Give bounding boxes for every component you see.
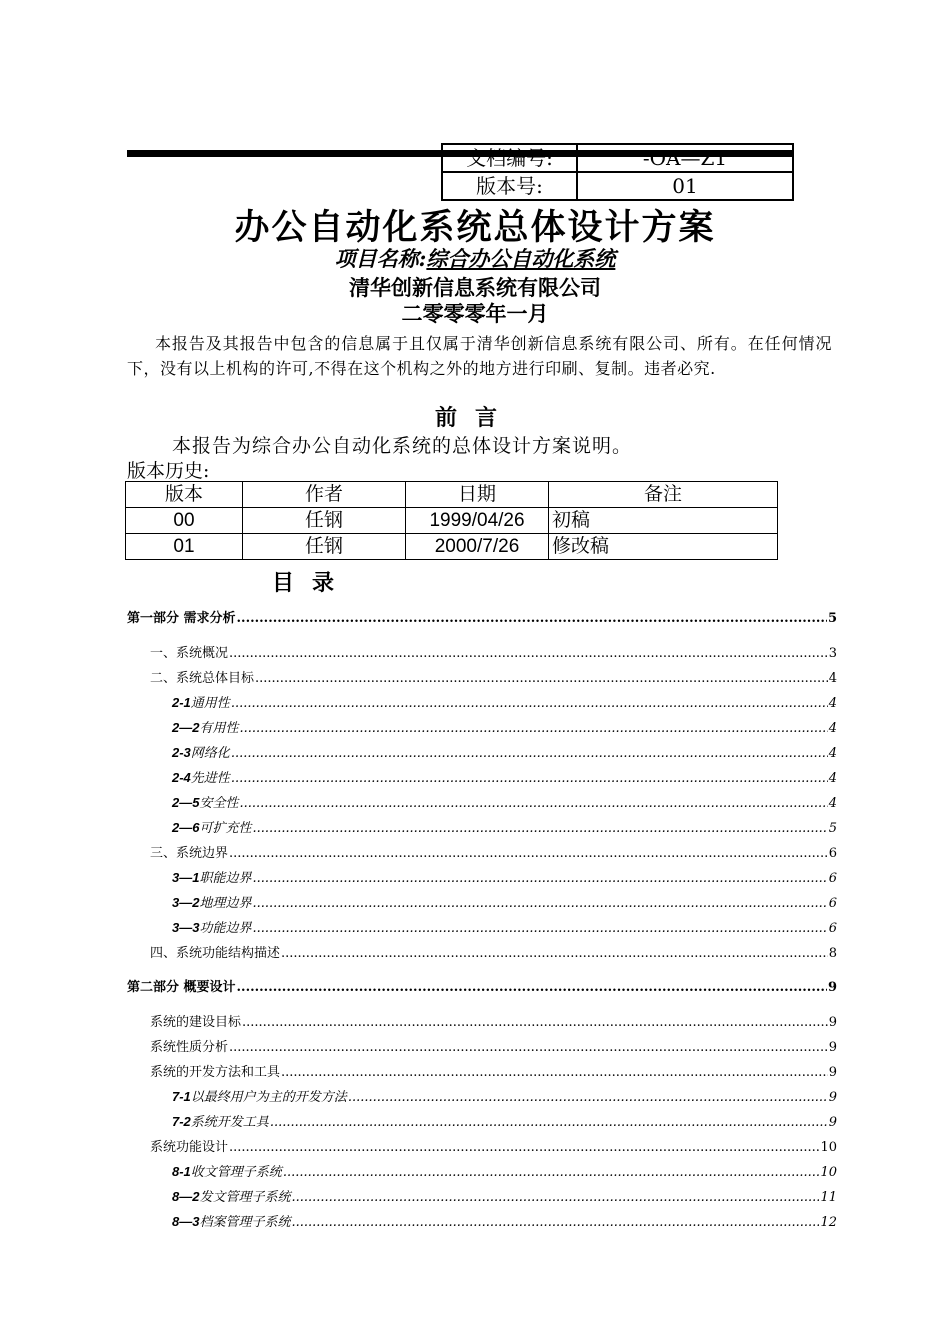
- toc-entry-number: 2-3: [172, 745, 191, 760]
- toc-entry-label: [127, 607, 236, 626]
- toc-leader-dots: [229, 1140, 819, 1155]
- toc-entry-label: [172, 767, 230, 786]
- toc-entry-text: 系统开发工具: [190, 1115, 269, 1130]
- toc-entry-text: 系统的建设目标: [150, 1015, 242, 1030]
- toc-entry-text: 系统性质分析: [150, 1040, 229, 1055]
- project-value: 综合办公自动化系统: [426, 246, 616, 271]
- history-cell-version: 00: [126, 508, 243, 534]
- toc-entry-label: [150, 1011, 241, 1030]
- toc-entry-label: [150, 1036, 228, 1055]
- toc-entry-page: 10: [820, 1165, 837, 1180]
- history-cell-date: 2000/7/26: [406, 534, 549, 560]
- version-history-table: [125, 481, 778, 560]
- toc-entry-page: 3: [828, 646, 837, 661]
- toc-entry[interactable]: [150, 642, 837, 661]
- project-label: 项目名称:: [334, 246, 427, 271]
- toc-entry-text: 网络化: [190, 746, 230, 761]
- toc-entry-page: 9: [827, 980, 837, 995]
- toc-entry-label: [150, 667, 254, 686]
- toc-entry-page: 6: [828, 921, 837, 936]
- toc-entry-label: [172, 1111, 269, 1130]
- toc-entry-label: [172, 792, 238, 811]
- history-cell-note: 修改稿: [549, 534, 778, 560]
- toc-entry-label: [172, 817, 251, 836]
- history-header-author: 作者: [243, 482, 406, 508]
- toc-leader-dots: [348, 1090, 828, 1105]
- toc-entry-number: 7-1: [172, 1089, 191, 1104]
- toc-entry-page: 6: [828, 846, 837, 861]
- toc-entry[interactable]: [172, 717, 837, 736]
- toc-entry-page: 6: [828, 871, 837, 886]
- toc-entry-text: 可扩充性: [199, 821, 252, 836]
- toc-leader-dots: [283, 1165, 820, 1180]
- document-date: 二零零零年一月: [401, 301, 549, 326]
- toc-entry-text: 一、系统概况: [150, 646, 229, 661]
- toc-leader-dots: [231, 771, 828, 786]
- toc-entry-text: 第二部分 概要设计: [127, 980, 236, 995]
- toc-leader-dots: [229, 646, 828, 661]
- toc-entry-page: 9: [828, 1040, 837, 1055]
- toc-entry-page: 12: [820, 1215, 837, 1230]
- toc-entry-text: 三、系统边界: [150, 846, 229, 861]
- toc-entry-label: [172, 692, 230, 711]
- toc-leader-dots: [231, 696, 828, 711]
- toc-entry-label: [150, 642, 228, 661]
- toc-entry-number: 8-1: [172, 1164, 191, 1179]
- preface-title: 前言: [434, 405, 515, 431]
- toc-entry-page: 5: [827, 611, 837, 626]
- toc-entry-text: 职能边界: [199, 871, 252, 886]
- toc-leader-dots: [237, 980, 827, 995]
- toc-entry-text: 系统功能设计: [150, 1140, 229, 1155]
- toc-entry[interactable]: [172, 817, 837, 836]
- history-cell-date: 1999/04/26: [406, 508, 549, 534]
- doc-number-value: -OA—Z1: [577, 144, 793, 172]
- toc-entry-label: [172, 1186, 290, 1205]
- toc-entry-page: 9: [828, 1015, 837, 1030]
- company-name: 清华创新信息系统有限公司: [349, 275, 601, 300]
- toc-entry-text: 功能边界: [199, 921, 252, 936]
- history-label: 版本历史:: [127, 460, 210, 482]
- toc-leader-dots: [239, 796, 827, 811]
- toc-entry[interactable]: [150, 942, 837, 961]
- toc-leader-dots: [270, 1115, 828, 1130]
- toc-entry-label: [172, 1086, 347, 1105]
- toc-entry[interactable]: [172, 792, 837, 811]
- toc-entry-label: [150, 1061, 280, 1080]
- toc-entry-text: 通用性: [190, 696, 230, 711]
- toc-leader-dots: [229, 846, 828, 861]
- toc-entry-page: 4: [828, 721, 837, 736]
- toc-entry-label: [172, 892, 251, 911]
- toc-entry[interactable]: [172, 1086, 837, 1105]
- toc-entry-page: 4: [828, 671, 837, 686]
- toc-entry-label: [172, 1211, 290, 1230]
- doc-number-label: 文档编号:: [442, 144, 577, 172]
- toc-leader-dots: [252, 896, 827, 911]
- toc-entry-number: 3—3: [172, 920, 200, 935]
- toc-entry-page: 9: [828, 1115, 837, 1130]
- toc-leader-dots: [229, 1040, 828, 1055]
- toc-entry-page: 5: [828, 821, 837, 836]
- toc-entry-text: 第一部分 需求分析: [127, 611, 236, 626]
- history-cell-version: 01: [126, 534, 243, 560]
- toc-entry[interactable]: [172, 1186, 837, 1205]
- history-header-version: 版本: [126, 482, 243, 508]
- toc-entry[interactable]: [172, 1211, 837, 1230]
- toc-entry-label: [172, 867, 251, 886]
- toc-entry-text: 发文管理子系统: [199, 1190, 291, 1205]
- toc-title: 目录: [272, 570, 353, 596]
- toc-entry-number: 3—1: [172, 870, 200, 885]
- toc-entry-text: 以最终用户为主的开发方法: [190, 1090, 347, 1105]
- history-header-note: 备注: [549, 482, 778, 508]
- toc-entry-text: 二、系统总体目标: [150, 671, 255, 686]
- toc-entry[interactable]: [150, 1036, 837, 1055]
- copyright-notice: 本报告及其报告中包含的信息属于且仅属于清华创新信息系统有限公司、所有。在任何情况下，没有以上机构的许可,不得在这个机构之外的地方进行印刷、复制。违者必究.: [127, 334, 832, 378]
- toc-leader-dots: [281, 1065, 828, 1080]
- toc-entry-number: 2—5: [172, 795, 200, 810]
- toc-entry-text: 系统的开发方法和工具: [150, 1065, 281, 1080]
- history-row: [126, 508, 778, 534]
- history-header-row: [126, 482, 778, 508]
- toc-entry-number: 3—2: [172, 895, 200, 910]
- toc-entry-text: 四、系统功能结构描述: [150, 946, 281, 961]
- toc-entry-text: 先进性: [190, 771, 230, 786]
- toc-entry-page: 8: [828, 946, 837, 961]
- toc-entry[interactable]: [172, 1111, 837, 1130]
- toc-leader-dots: [281, 946, 828, 961]
- history-cell-author: 任钢: [243, 534, 406, 560]
- toc-entry[interactable]: [172, 692, 837, 711]
- toc-entry-number: 2—2: [172, 720, 200, 735]
- toc-entry-number: 7-2: [172, 1114, 191, 1129]
- toc-entry-text: 有用性: [199, 721, 239, 736]
- toc-entry-page: 9: [828, 1065, 837, 1080]
- toc-entry-page: 4: [828, 796, 837, 811]
- toc-entry-text: 安全性: [199, 796, 239, 811]
- toc-entry[interactable]: [127, 976, 837, 995]
- toc-entry-text: 收文管理子系统: [190, 1165, 282, 1180]
- toc-leader-dots: [252, 821, 827, 836]
- toc-leader-dots: [239, 721, 827, 736]
- toc-entry[interactable]: [172, 1161, 837, 1180]
- version-label: 版本号:: [442, 172, 577, 200]
- toc-leader-dots: [255, 671, 828, 686]
- intro-text: 本报告为综合办公自动化系统的总体设计方案说明。: [172, 435, 633, 457]
- toc-leader-dots: [231, 746, 828, 761]
- toc-entry-page: 6: [828, 896, 837, 911]
- version-value: 01: [577, 172, 793, 200]
- toc-entry-label: [150, 842, 228, 861]
- history-cell-author: 任钢: [243, 508, 406, 534]
- toc-entry[interactable]: [150, 842, 837, 861]
- toc-entry-number: 8—3: [172, 1214, 200, 1229]
- toc-entry[interactable]: [172, 767, 837, 786]
- toc-entry-label: [127, 976, 236, 995]
- toc-leader-dots: [242, 1015, 828, 1030]
- toc-entry[interactable]: [172, 867, 837, 886]
- history-cell-note: 初稿: [549, 508, 778, 534]
- toc-entry-number: 2-1: [172, 695, 191, 710]
- toc-leader-dots: [291, 1215, 819, 1230]
- toc-entry[interactable]: [172, 917, 837, 936]
- toc-leader-dots: [237, 611, 827, 626]
- doc-info-table: [441, 143, 794, 201]
- toc-entry-number: 2-4: [172, 770, 191, 785]
- toc-entry-page: 10: [820, 1140, 837, 1155]
- toc-entry[interactable]: [150, 1061, 837, 1080]
- toc-entry-number: 2—6: [172, 820, 200, 835]
- toc-entry[interactable]: [127, 607, 837, 626]
- toc-entry-text: 档案管理子系统: [199, 1215, 291, 1230]
- toc-entry-label: [172, 742, 230, 761]
- toc-entry-page: 11: [820, 1190, 837, 1205]
- toc-entry[interactable]: [150, 1011, 837, 1030]
- project-name: [0, 243, 950, 273]
- document-title: 办公自动化系统总体设计方案: [234, 207, 716, 248]
- version-row: [442, 172, 793, 200]
- toc-entry-text: 地理边界: [199, 896, 252, 911]
- toc-entry-label: [172, 1161, 282, 1180]
- toc-entry-number: 8—2: [172, 1189, 200, 1204]
- toc-leader-dots: [252, 871, 827, 886]
- toc-leader-dots: [252, 921, 827, 936]
- history-header-date: 日期: [406, 482, 549, 508]
- doc-number-row: [442, 144, 793, 172]
- toc-entry-label: [172, 717, 238, 736]
- toc-entry-page: 4: [828, 696, 837, 711]
- toc-entry-page: 9: [828, 1090, 837, 1105]
- toc-entry-page: 4: [828, 746, 837, 761]
- toc-entry[interactable]: [150, 1136, 837, 1155]
- toc-leader-dots: [291, 1190, 819, 1205]
- toc-entry[interactable]: [150, 667, 837, 686]
- history-row: [126, 534, 778, 560]
- toc-entry[interactable]: [172, 892, 837, 911]
- toc-entry-label: [150, 942, 280, 961]
- toc-entry[interactable]: [172, 742, 837, 761]
- toc-entry-page: 4: [828, 771, 837, 786]
- toc-entry-label: [172, 917, 251, 936]
- toc-entry-label: [150, 1136, 228, 1155]
